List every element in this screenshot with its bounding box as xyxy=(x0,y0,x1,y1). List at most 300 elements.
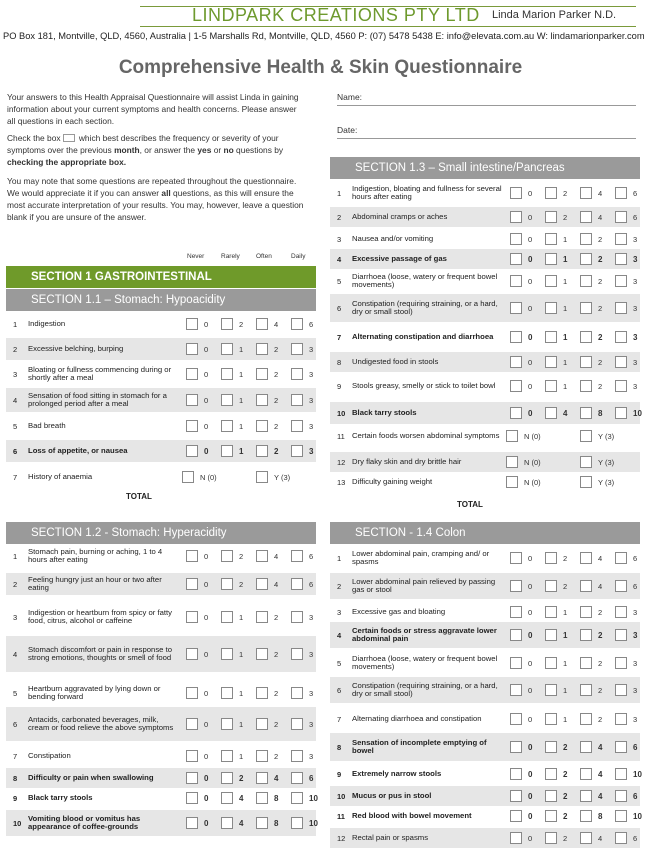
answer-option[interactable] xyxy=(256,636,278,672)
answer-option[interactable] xyxy=(291,600,313,634)
answer-checkbox[interactable] xyxy=(256,687,268,699)
answer-option[interactable] xyxy=(545,181,567,205)
answer-option[interactable] xyxy=(580,733,602,761)
answer-option[interactable] xyxy=(186,545,208,567)
answer-checkbox[interactable] xyxy=(510,211,522,223)
answer-option[interactable] xyxy=(256,363,278,385)
answer-checkbox[interactable] xyxy=(186,550,198,562)
answer-option[interactable] xyxy=(580,269,602,293)
answer-checkbox[interactable] xyxy=(186,772,198,784)
answer-option[interactable] xyxy=(545,828,567,848)
answer-checkbox[interactable] xyxy=(615,580,627,592)
answer-checkbox[interactable] xyxy=(256,611,268,623)
answer-checkbox[interactable] xyxy=(256,394,268,406)
answer-option[interactable] xyxy=(615,294,637,322)
answer-option[interactable] xyxy=(510,806,532,826)
answer-option[interactable] xyxy=(256,746,278,766)
answer-option[interactable] xyxy=(291,573,313,595)
answer-checkbox[interactable] xyxy=(221,817,233,829)
answer-checkbox[interactable] xyxy=(186,718,198,730)
answer-checkbox[interactable] xyxy=(545,580,557,592)
answer-checkbox[interactable] xyxy=(256,368,268,380)
answer-checkbox[interactable] xyxy=(615,253,627,265)
answer-option[interactable] xyxy=(615,249,637,269)
answer-checkbox[interactable] xyxy=(510,832,522,844)
answer-option[interactable] xyxy=(506,472,541,492)
answer-checkbox[interactable] xyxy=(510,713,522,725)
answer-checkbox[interactable] xyxy=(510,580,522,592)
answer-checkbox[interactable] xyxy=(186,578,198,590)
answer-option[interactable] xyxy=(580,573,602,599)
answer-option[interactable] xyxy=(510,181,532,205)
answer-option[interactable] xyxy=(545,294,567,322)
answer-option[interactable] xyxy=(580,207,602,227)
answer-checkbox[interactable] xyxy=(580,430,592,442)
answer-option[interactable] xyxy=(182,466,217,488)
answer-option[interactable] xyxy=(506,424,541,448)
answer-option[interactable] xyxy=(256,466,290,488)
answer-option[interactable] xyxy=(291,636,313,672)
answer-option[interactable] xyxy=(615,650,637,676)
answer-checkbox[interactable] xyxy=(615,713,627,725)
answer-checkbox[interactable] xyxy=(256,318,268,330)
answer-checkbox[interactable] xyxy=(506,476,518,488)
answer-option[interactable] xyxy=(510,573,532,599)
answer-checkbox[interactable] xyxy=(221,445,233,457)
answer-option[interactable] xyxy=(615,806,642,826)
answer-option[interactable] xyxy=(615,325,637,349)
answer-option[interactable] xyxy=(615,374,637,398)
answer-option[interactable] xyxy=(545,602,567,622)
answer-option[interactable] xyxy=(545,573,567,599)
answer-checkbox[interactable] xyxy=(186,420,198,432)
answer-option[interactable] xyxy=(615,677,637,703)
answer-option[interactable] xyxy=(545,352,567,372)
answer-checkbox[interactable] xyxy=(580,380,592,392)
answer-option[interactable] xyxy=(580,402,602,424)
answer-checkbox[interactable] xyxy=(545,211,557,223)
answer-checkbox[interactable] xyxy=(580,832,592,844)
answer-checkbox[interactable] xyxy=(545,657,557,669)
answer-option[interactable] xyxy=(580,786,602,806)
answer-checkbox[interactable] xyxy=(545,552,557,564)
answer-option[interactable] xyxy=(291,363,313,385)
answer-checkbox[interactable] xyxy=(186,445,198,457)
answer-checkbox[interactable] xyxy=(186,368,198,380)
answer-option[interactable] xyxy=(545,249,567,269)
answer-checkbox[interactable] xyxy=(545,741,557,753)
answer-option[interactable] xyxy=(615,207,637,227)
answer-option[interactable] xyxy=(545,229,567,249)
answer-checkbox[interactable] xyxy=(545,275,557,287)
answer-option[interactable] xyxy=(221,768,243,788)
answer-option[interactable] xyxy=(615,828,637,848)
answer-option[interactable] xyxy=(545,650,567,676)
answer-checkbox[interactable] xyxy=(510,657,522,669)
answer-checkbox[interactable] xyxy=(580,552,592,564)
answer-option[interactable] xyxy=(186,600,208,634)
answer-option[interactable] xyxy=(510,249,532,269)
answer-option[interactable] xyxy=(186,363,208,385)
answer-checkbox[interactable] xyxy=(510,356,522,368)
answer-option[interactable] xyxy=(510,828,532,848)
answer-checkbox[interactable] xyxy=(291,578,303,590)
answer-option[interactable] xyxy=(545,786,567,806)
answer-checkbox[interactable] xyxy=(580,810,592,822)
answer-checkbox[interactable] xyxy=(545,407,557,419)
answer-option[interactable] xyxy=(221,313,243,335)
answer-checkbox[interactable] xyxy=(291,343,303,355)
answer-checkbox[interactable] xyxy=(580,790,592,802)
answer-checkbox[interactable] xyxy=(291,648,303,660)
answer-checkbox[interactable] xyxy=(615,684,627,696)
answer-option[interactable] xyxy=(221,682,243,704)
answer-option[interactable] xyxy=(615,352,637,372)
answer-checkbox[interactable] xyxy=(256,343,268,355)
answer-option[interactable] xyxy=(580,650,602,676)
answer-checkbox[interactable] xyxy=(580,768,592,780)
answer-option[interactable] xyxy=(186,768,208,788)
answer-checkbox[interactable] xyxy=(615,741,627,753)
answer-option[interactable] xyxy=(256,682,278,704)
answer-option[interactable] xyxy=(186,313,208,335)
answer-checkbox[interactable] xyxy=(545,356,557,368)
answer-option[interactable] xyxy=(186,788,208,808)
answer-option[interactable] xyxy=(545,733,567,761)
answer-option[interactable] xyxy=(580,828,602,848)
answer-option[interactable] xyxy=(186,636,208,672)
answer-checkbox[interactable] xyxy=(615,331,627,343)
answer-checkbox[interactable] xyxy=(510,331,522,343)
answer-option[interactable] xyxy=(510,733,532,761)
answer-checkbox[interactable] xyxy=(545,790,557,802)
date-field[interactable] xyxy=(337,125,636,135)
answer-checkbox[interactable] xyxy=(580,741,592,753)
answer-option[interactable] xyxy=(545,325,567,349)
answer-checkbox[interactable] xyxy=(510,380,522,392)
answer-checkbox[interactable] xyxy=(615,275,627,287)
answer-checkbox[interactable] xyxy=(221,318,233,330)
answer-checkbox[interactable] xyxy=(506,430,518,442)
answer-option[interactable] xyxy=(545,706,567,732)
answer-option[interactable] xyxy=(256,707,278,741)
answer-option[interactable] xyxy=(615,764,642,784)
answer-checkbox[interactable] xyxy=(615,302,627,314)
answer-checkbox[interactable] xyxy=(580,211,592,223)
answer-option[interactable] xyxy=(580,452,614,472)
answer-option[interactable] xyxy=(291,788,318,808)
answer-option[interactable] xyxy=(510,294,532,322)
answer-option[interactable] xyxy=(510,764,532,784)
answer-option[interactable] xyxy=(256,768,278,788)
answer-checkbox[interactable] xyxy=(186,648,198,660)
answer-option[interactable] xyxy=(186,707,208,741)
answer-checkbox[interactable] xyxy=(186,687,198,699)
answer-option[interactable] xyxy=(186,440,208,462)
answer-checkbox[interactable] xyxy=(256,772,268,784)
answer-option[interactable] xyxy=(221,338,243,360)
answer-checkbox[interactable] xyxy=(291,368,303,380)
answer-checkbox[interactable] xyxy=(545,629,557,641)
answer-option[interactable] xyxy=(615,402,642,424)
answer-checkbox[interactable] xyxy=(510,275,522,287)
answer-option[interactable] xyxy=(256,415,278,437)
answer-checkbox[interactable] xyxy=(615,832,627,844)
answer-option[interactable] xyxy=(510,352,532,372)
answer-option[interactable] xyxy=(545,764,567,784)
answer-checkbox[interactable] xyxy=(186,343,198,355)
answer-option[interactable] xyxy=(510,706,532,732)
answer-checkbox[interactable] xyxy=(580,606,592,618)
answer-checkbox[interactable] xyxy=(510,606,522,618)
answer-option[interactable] xyxy=(510,602,532,622)
answer-option[interactable] xyxy=(256,545,278,567)
answer-checkbox[interactable] xyxy=(221,420,233,432)
answer-checkbox[interactable] xyxy=(615,356,627,368)
answer-checkbox[interactable] xyxy=(580,356,592,368)
answer-checkbox[interactable] xyxy=(510,187,522,199)
answer-checkbox[interactable] xyxy=(615,187,627,199)
answer-checkbox[interactable] xyxy=(256,648,268,660)
answer-option[interactable] xyxy=(615,733,637,761)
answer-checkbox[interactable] xyxy=(186,750,198,762)
answer-option[interactable] xyxy=(221,788,243,808)
answer-option[interactable] xyxy=(221,573,243,595)
answer-checkbox[interactable] xyxy=(221,750,233,762)
answer-option[interactable] xyxy=(291,707,313,741)
answer-option[interactable] xyxy=(256,810,278,836)
answer-checkbox[interactable] xyxy=(291,687,303,699)
answer-option[interactable] xyxy=(186,415,208,437)
answer-checkbox[interactable] xyxy=(291,318,303,330)
answer-option[interactable] xyxy=(510,269,532,293)
answer-checkbox[interactable] xyxy=(256,471,268,483)
answer-checkbox[interactable] xyxy=(580,407,592,419)
answer-checkbox[interactable] xyxy=(510,407,522,419)
answer-checkbox[interactable] xyxy=(580,629,592,641)
answer-checkbox[interactable] xyxy=(291,550,303,562)
answer-checkbox[interactable] xyxy=(545,810,557,822)
answer-checkbox[interactable] xyxy=(291,445,303,457)
answer-checkbox[interactable] xyxy=(580,476,592,488)
answer-option[interactable] xyxy=(510,207,532,227)
answer-checkbox[interactable] xyxy=(615,552,627,564)
answer-checkbox[interactable] xyxy=(221,578,233,590)
answer-option[interactable] xyxy=(221,746,243,766)
answer-checkbox[interactable] xyxy=(615,657,627,669)
answer-option[interactable] xyxy=(186,388,208,412)
answer-option[interactable] xyxy=(545,207,567,227)
answer-option[interactable] xyxy=(580,352,602,372)
answer-option[interactable] xyxy=(221,388,243,412)
answer-option[interactable] xyxy=(221,707,243,741)
answer-checkbox[interactable] xyxy=(615,810,627,822)
answer-checkbox[interactable] xyxy=(545,713,557,725)
answer-checkbox[interactable] xyxy=(545,233,557,245)
answer-checkbox[interactable] xyxy=(221,394,233,406)
answer-checkbox[interactable] xyxy=(221,550,233,562)
answer-option[interactable] xyxy=(510,325,532,349)
answer-option[interactable] xyxy=(256,313,278,335)
answer-option[interactable] xyxy=(221,545,243,567)
answer-checkbox[interactable] xyxy=(545,253,557,265)
answer-option[interactable] xyxy=(615,622,637,648)
answer-checkbox[interactable] xyxy=(221,611,233,623)
answer-option[interactable] xyxy=(186,810,208,836)
answer-checkbox[interactable] xyxy=(256,445,268,457)
answer-option[interactable] xyxy=(580,545,602,571)
answer-checkbox[interactable] xyxy=(545,606,557,618)
answer-checkbox[interactable] xyxy=(580,684,592,696)
answer-checkbox[interactable] xyxy=(256,792,268,804)
answer-checkbox[interactable] xyxy=(291,611,303,623)
answer-option[interactable] xyxy=(291,415,313,437)
answer-option[interactable] xyxy=(186,573,208,595)
answer-checkbox[interactable] xyxy=(615,790,627,802)
answer-checkbox[interactable] xyxy=(545,684,557,696)
answer-option[interactable] xyxy=(510,229,532,249)
answer-checkbox[interactable] xyxy=(510,810,522,822)
answer-checkbox[interactable] xyxy=(545,768,557,780)
answer-option[interactable] xyxy=(186,682,208,704)
answer-option[interactable] xyxy=(291,338,313,360)
answer-checkbox[interactable] xyxy=(510,768,522,780)
answer-option[interactable] xyxy=(256,788,278,808)
answer-option[interactable] xyxy=(580,181,602,205)
answer-checkbox[interactable] xyxy=(510,233,522,245)
answer-option[interactable] xyxy=(615,229,637,249)
answer-option[interactable] xyxy=(545,545,567,571)
answer-checkbox[interactable] xyxy=(580,302,592,314)
answer-option[interactable] xyxy=(545,402,567,424)
answer-option[interactable] xyxy=(580,764,602,784)
answer-option[interactable] xyxy=(510,374,532,398)
answer-option[interactable] xyxy=(510,545,532,571)
answer-checkbox[interactable] xyxy=(182,471,194,483)
answer-checkbox[interactable] xyxy=(221,648,233,660)
answer-option[interactable] xyxy=(510,677,532,703)
answer-checkbox[interactable] xyxy=(510,629,522,641)
answer-option[interactable] xyxy=(291,682,313,704)
answer-checkbox[interactable] xyxy=(580,713,592,725)
answer-checkbox[interactable] xyxy=(510,790,522,802)
answer-option[interactable] xyxy=(221,440,243,462)
answer-option[interactable] xyxy=(510,786,532,806)
answer-option[interactable] xyxy=(186,746,208,766)
answer-option[interactable] xyxy=(221,415,243,437)
answer-option[interactable] xyxy=(256,573,278,595)
answer-checkbox[interactable] xyxy=(615,407,627,419)
answer-option[interactable] xyxy=(615,545,637,571)
answer-option[interactable] xyxy=(221,810,243,836)
answer-checkbox[interactable] xyxy=(545,380,557,392)
answer-option[interactable] xyxy=(221,600,243,634)
answer-checkbox[interactable] xyxy=(580,233,592,245)
answer-option[interactable] xyxy=(221,636,243,672)
answer-checkbox[interactable] xyxy=(291,772,303,784)
answer-checkbox[interactable] xyxy=(510,302,522,314)
answer-option[interactable] xyxy=(580,602,602,622)
answer-checkbox[interactable] xyxy=(186,792,198,804)
answer-checkbox[interactable] xyxy=(291,750,303,762)
answer-option[interactable] xyxy=(291,746,313,766)
answer-option[interactable] xyxy=(615,602,637,622)
answer-option[interactable] xyxy=(580,374,602,398)
answer-checkbox[interactable] xyxy=(186,817,198,829)
answer-checkbox[interactable] xyxy=(256,718,268,730)
answer-checkbox[interactable] xyxy=(256,750,268,762)
answer-option[interactable] xyxy=(186,338,208,360)
answer-option[interactable] xyxy=(580,472,614,492)
answer-checkbox[interactable] xyxy=(510,684,522,696)
answer-checkbox[interactable] xyxy=(580,187,592,199)
answer-option[interactable] xyxy=(580,622,602,648)
answer-option[interactable] xyxy=(580,325,602,349)
answer-option[interactable] xyxy=(545,374,567,398)
answer-checkbox[interactable] xyxy=(580,657,592,669)
answer-checkbox[interactable] xyxy=(256,550,268,562)
answer-checkbox[interactable] xyxy=(221,343,233,355)
answer-checkbox[interactable] xyxy=(615,233,627,245)
answer-checkbox[interactable] xyxy=(221,792,233,804)
answer-option[interactable] xyxy=(291,440,313,462)
answer-option[interactable] xyxy=(545,622,567,648)
answer-checkbox[interactable] xyxy=(580,580,592,592)
answer-checkbox[interactable] xyxy=(580,275,592,287)
answer-checkbox[interactable] xyxy=(221,368,233,380)
answer-option[interactable] xyxy=(580,706,602,732)
answer-checkbox[interactable] xyxy=(506,456,518,468)
answer-checkbox[interactable] xyxy=(545,187,557,199)
answer-option[interactable] xyxy=(256,600,278,634)
answer-option[interactable] xyxy=(580,677,602,703)
answer-checkbox[interactable] xyxy=(221,687,233,699)
answer-checkbox[interactable] xyxy=(615,380,627,392)
answer-option[interactable] xyxy=(545,677,567,703)
answer-option[interactable] xyxy=(580,806,602,826)
name-field[interactable] xyxy=(337,92,636,102)
answer-checkbox[interactable] xyxy=(221,772,233,784)
answer-option[interactable] xyxy=(256,388,278,412)
answer-option[interactable] xyxy=(615,786,637,806)
answer-checkbox[interactable] xyxy=(615,768,627,780)
answer-option[interactable] xyxy=(221,363,243,385)
answer-checkbox[interactable] xyxy=(510,552,522,564)
answer-checkbox[interactable] xyxy=(221,718,233,730)
answer-option[interactable] xyxy=(580,229,602,249)
answer-checkbox[interactable] xyxy=(545,832,557,844)
answer-checkbox[interactable] xyxy=(510,253,522,265)
answer-checkbox[interactable] xyxy=(186,611,198,623)
answer-checkbox[interactable] xyxy=(291,817,303,829)
answer-option[interactable] xyxy=(615,269,637,293)
answer-option[interactable] xyxy=(510,622,532,648)
answer-option[interactable] xyxy=(545,269,567,293)
answer-checkbox[interactable] xyxy=(186,394,198,406)
answer-option[interactable] xyxy=(291,768,313,788)
answer-option[interactable] xyxy=(291,388,313,412)
answer-option[interactable] xyxy=(615,706,637,732)
answer-checkbox[interactable] xyxy=(615,606,627,618)
answer-option[interactable] xyxy=(291,810,318,836)
answer-checkbox[interactable] xyxy=(615,629,627,641)
answer-checkbox[interactable] xyxy=(615,211,627,223)
answer-option[interactable] xyxy=(256,440,278,462)
answer-option[interactable] xyxy=(615,573,637,599)
answer-option[interactable] xyxy=(291,313,313,335)
answer-option[interactable] xyxy=(506,452,541,472)
answer-option[interactable] xyxy=(545,806,567,826)
